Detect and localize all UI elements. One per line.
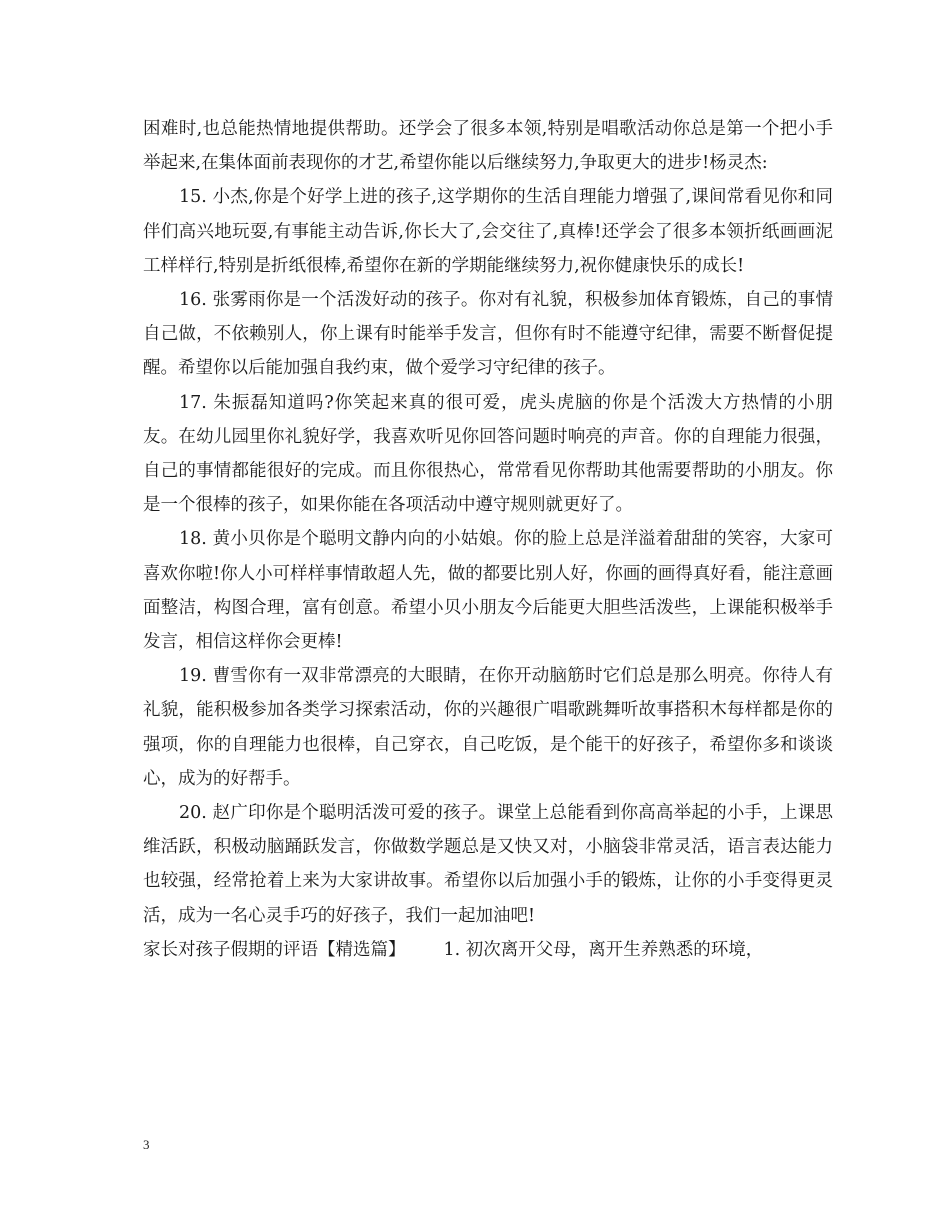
next-item-start: 1. 初次离开父母，离开生养熟悉的环境， [443, 939, 764, 960]
paragraph-item-18: 18. 黄小贝你是个聪明文静内向的小姑娘。你的脸上总是洋溢着甜甜的笑容，大家可喜欢你啦!你人小可样样事情敢超人先，做的都要比别人好，你画的画得真好看，能注意画面整洁，构图合理，富有创意。希望小贝小朋友今后能更大胆些活泼些，上课能积极举手发言，相信这样你会更棒! [143, 529, 833, 653]
paragraph-item-17: 17. 朱振磊知道吗?你笑起来真的很可爱，虎头虎脑的你是个活泼大方热情的小朋友。在幼儿园里你礼貌好学，我喜欢听见你回答问题时响亮的声音。你的自理能力很强，自己的事情都能很好的完成。而且你很热心，常常看见你帮助其他需要帮助的小朋友。你是一个很棒的孩子，如果你能在各项活动中遵守规则就更好了。 [143, 392, 833, 516]
document-body [143, 112, 833, 967]
section-heading: 家长对孩子假期的评语【精选篇】 [143, 939, 406, 960]
paragraph-item-15: 15. 小杰,你是个好学上进的孩子,这学期你的生活自理能力增强了,课间常看见你和同伴们高兴地玩耍,有事能主动告诉,你长大了,会交往了,真棒!还学会了很多本领折纸画画泥工样样行,特别是折纸很棒,希望你在新的学期能继续努力,祝你健康快乐的成长! [143, 187, 833, 276]
paragraph-continuation: 困难时,也总能热情地提供帮助。还学会了很多本领,特别是唱歌活动你总是第一个把小手举起来,在集体面前表现你的才艺,希望你能以后继续努力,争取更大的进步!杨灵杰: [143, 119, 833, 174]
paragraph-item-19: 19. 曹雪你有一双非常漂亮的大眼睛，在你开动脑筋时它们总是那么明亮。你待人有礼貌，能积极参加各类学习探索活动，你的兴趣很广唱歌跳舞听故事搭积木每样都是你的强项，你的自理能力也很棒，自己穿衣，自己吃饭，是个能干的好孩子，希望你多和谈谈心，成为的好帮手。 [143, 666, 833, 789]
paragraph-item-16: 16. 张雾雨你是一个活泼好动的孩子。你对有礼貌，积极参加体育锻炼，自己的事情自己做，不依赖别人，你上课有时能举手发言，但你有时不能遵守纪律，需要不断督促提醒。希望你以后能加强自我约束，做个爱学习守纪律的孩子。 [143, 290, 833, 379]
section-heading-line [143, 933, 833, 967]
paragraph-item-20: 20. 赵广印你是个聪明活泼可爱的孩子。课堂上总能看到你高高举起的小手，上课思维活跃，积极动脑踊跃发言，你做数学题总是又快又对，小脑袋非常灵活，语言表达能力也较强，经常抢着上来为大家讲故事。希望你以后加强小手的锻炼，让你的小手变得更灵活，成为一名心灵手巧的好孩子，我们一起加油吧! [143, 803, 833, 926]
page-number: 3 [143, 1137, 150, 1152]
